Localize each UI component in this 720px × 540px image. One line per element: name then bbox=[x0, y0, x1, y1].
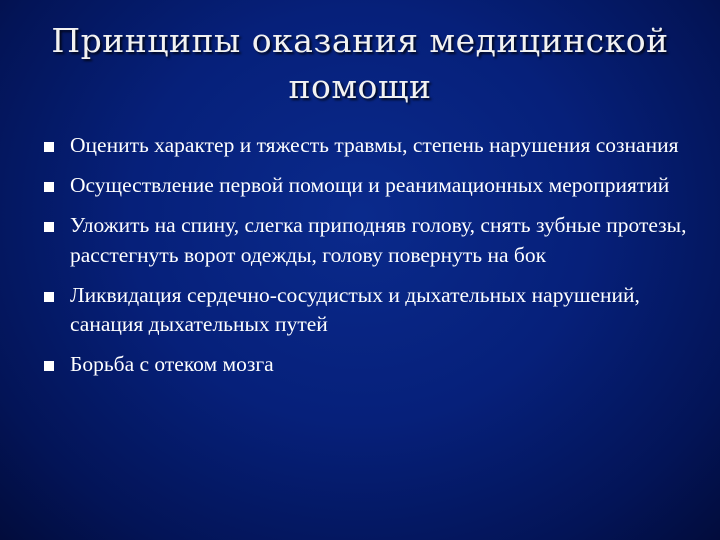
bullet-item bbox=[40, 350, 710, 380]
bullet-text: Осуществление первой помощи и реанимационных мероприятий bbox=[70, 173, 670, 197]
bullet-item bbox=[40, 281, 710, 340]
bullet-list bbox=[40, 131, 710, 390]
bullet-text: Оценить характер и тяжесть травмы, степень нарушения сознания bbox=[70, 133, 679, 157]
bullet-item bbox=[40, 211, 710, 270]
square-bullet-icon bbox=[44, 222, 54, 232]
bullet-item bbox=[40, 171, 710, 201]
square-bullet-icon bbox=[44, 182, 54, 192]
slide-title-line-1: Принципы оказания медицинской bbox=[51, 21, 669, 60]
square-bullet-icon bbox=[44, 292, 54, 302]
bullet-item bbox=[40, 131, 710, 161]
slide-title-line-2: помощи bbox=[288, 67, 432, 106]
square-bullet-icon bbox=[44, 361, 54, 371]
bullet-text: Уложить на спину, слегка приподняв голову, снять зубные протезы, расстегнуть ворот одежды, голову повернуть на бок bbox=[70, 213, 687, 267]
slide-title bbox=[20, 18, 700, 110]
bullet-text: Борьба с отеком мозга bbox=[70, 352, 274, 376]
bullet-text: Ликвидация сердечно-сосудистых и дыхательных нарушений, санация дыхательных путей bbox=[70, 282, 640, 336]
square-bullet-icon bbox=[44, 142, 54, 152]
